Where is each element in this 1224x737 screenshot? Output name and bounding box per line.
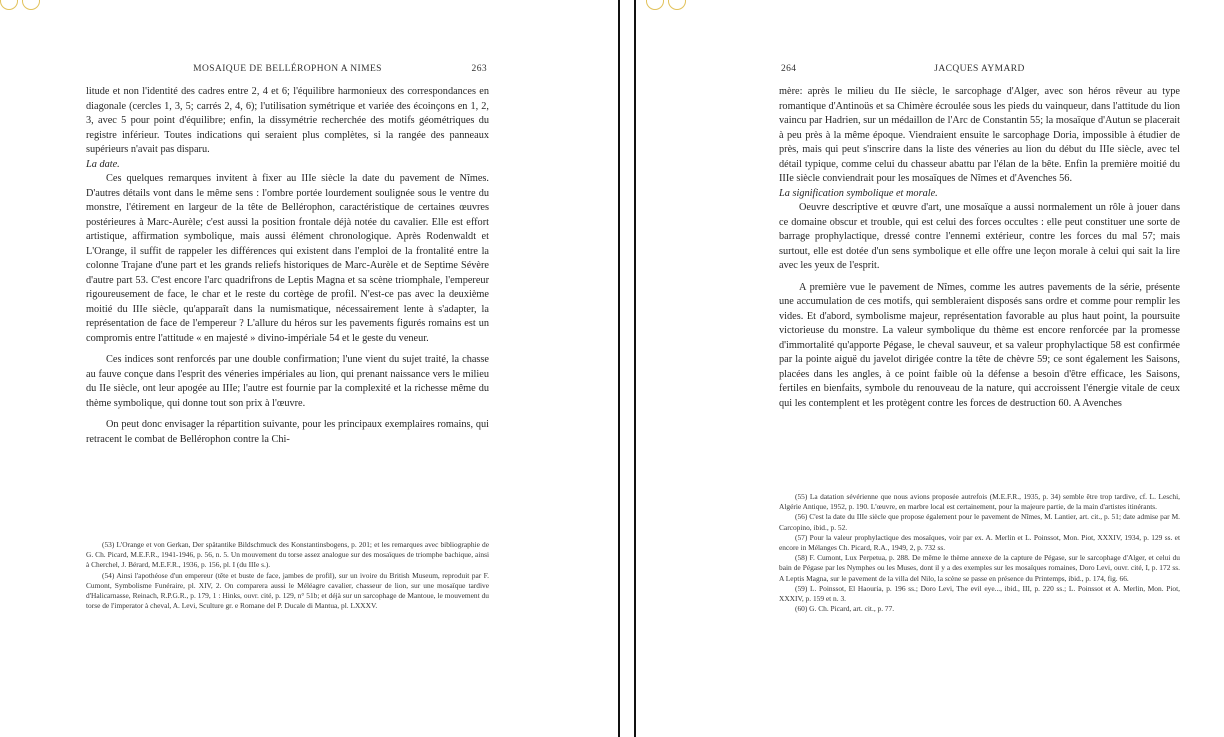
circle-icon[interactable] [0, 0, 18, 10]
footnote: (56) C'est la date du IIIe siècle que propose également pour le pavement de Nîmes, M. Lantier, art. cit., p. 51; date admise par M. Carcopino, ibid., p. 52. [779, 512, 1180, 532]
section-heading: La signification symbolique et morale. [779, 187, 938, 199]
page-number: 264 [781, 64, 797, 74]
circle-icon[interactable] [668, 0, 686, 10]
running-head [86, 64, 489, 76]
footnote: (59) L. Poinssot, El Haouria, p. 196 ss.; Doro Levi, The evil eye..., ibid., III, p. 220 ss.; L. Poinssot et A. Merlin, Mon. Piot, XXXIV, p. 159 et n. 3. [779, 583, 1180, 604]
footnote: (54) Ainsi l'apothéose d'un empereur (tête et buste de face, jambes de profil), sur un ivoire du British Museum, reproduit par F. Cumont, Symbolisme Funéraire, pl. XIV, 2. On comparera aussi le Méléagre cavalier, chasseur de lion, sur une mosaïque tardive d'Halicarnasse, Reinach, R.P.G.R., p. 179, 1 : Hinks, ouvr. cité, p. 129, n° 51b; et déjà sur un sarcophage de Mantoue, le mouvement du torse de l'imperator à cheval, A. Levi, Sculture gr. e Romane del P. Ducale di Mantua, pl. LXXXV. [86, 570, 489, 611]
footnotes [779, 492, 1180, 614]
paragraph: litude et non l'identité des cadres entre 2, 4 et 6; l'équilibre harmonieux des correspondances en diagonale (cercles 1, 3, 5; carrés 2, 4, 6); l'utilisation symétrique et variée des écoinçons en 1, 2, 3, avec 5 pour point d'équilibre; enfin, la dissymétrie recherchée des motifs géométriques du registre inférieur. Toutes indications qui seraient plus complètes, si la rangée des panneaux supérieurs n'avait pas disparu. [86, 86, 489, 155]
section-heading: La date. [86, 158, 120, 170]
circle-icon[interactable] [646, 0, 664, 10]
running-head [779, 64, 1180, 76]
page-number: 263 [471, 64, 487, 74]
footnote: (53) L'Orange et von Gerkan, Der spätantike Bildschmuck des Konstantinsbogens, p. 201; et les remarques avec bibliographie de G. Ch. Picard, M.E.F.R., 1941-1946, p. 56, n. 5. Un mouvement du torse assez analogue sur des mosaïques de triomphe bachique, ainsi à Cherchel, J. Bérard, M.E.F.R., 1936, p. 156, pl. I (du IIIe s.). [86, 540, 489, 570]
paragraph: mère: après le milieu du IIe siècle, le sarcophage d'Alger, avec son héros rêveur au type romantique d'Antinoüs et sa Chimère écroulée sous les pieds du vainqueur, dans l'attitude du lion vaincu par Hadrien, sur un médaillon de l'Arc de Constantin 55; la mosaïque d'Autun se placerait à peu près à la même époque. Viendraient ensuite le sarcophage Doria, impossible à étudier de près, mais qui peut s'inscrire dans la liste des véneries au lion du début du IIIe siècle, avec tel détail typique, comme celui du chasseur abattu par l'élan de la bête. Enfin la première moitié du IIIe siècle conviendrait pour les mosaïques de Nîmes et d'Avenches 56. [779, 86, 1180, 184]
paragraph: A première vue le pavement de Nîmes, comme les autres pavements de la série, présente une accumulation de ces motifs, qui sembleraient disposés sans ordre et comme pour remplir les vides. Et d'abord, symbolisme majeur, représentation favorable au plus haut point, la poursuite victorieuse du monstre. La valeur symbolique du thème est encore renforcée par la promesse d'immortalité qu'apporte Pégase, le cheval sauveur, et sa valeur prophylactique 58 est confirmée par la pointe aiguë du javelot dirigée contre la tête de chèvre 59; ce sont également les Saisons, placées dans les angles, à ce point faible où la défense a besoin d'être efficace, les Saisons, fertiles en bienfaits, symbole du renouveau de la nature, qui accroissent l'énergie vitale de ceux qui les contemplent et les protègent contre les forces de destruction 60. A Avenches [779, 281, 1180, 409]
page-thumbnail-icons[interactable] [646, 0, 686, 10]
page-divider [634, 0, 636, 737]
page-thumbnail-icons[interactable] [0, 0, 40, 10]
footnote: (58) F. Cumont, Lux Perpetua, p. 288. De même le thème annexe de la capture de Pégase, sur le sarcophage d'Alger, et celui du bain de Pégase par les Nymphes ou les Muses, dont il y a des exemples sur les mosaïques romaines, Doro Levi, ouvr. cité, I, p. 172 ss. A Leptis Magna, sur le pavement de la villa del Nilo, la scène se passe en présence du Printemps, ibid., p. 174, fig. 66. [779, 553, 1180, 583]
footnote: (57) Pour la valeur prophylactique des mosaïques, voir par ex. A. Merlin et L. Poinssot, Mon. Piot, XXXIV, 1934, p. 129 ss. et encore in Mélanges Ch. Picard, R.A., 1949, 2, p. 732 ss. [779, 532, 1180, 553]
footnote: (55) La datation sévérienne que nous avions proposée autrefois (M.E.F.R., 1935, p. 34) semble être trop tardive, cf. L. Leschi, Algérie Antique, 1952, p. 190. L'œuvre, en marbre local est certainement, pour la majeure partie, de la main d'artistes itinérants. [779, 492, 1180, 512]
paragraph: On peut donc envisager la répartition suivante, pour les principaux exemplaires romains, qui retracent le combat de Bellérophon contre la Chi- [86, 419, 489, 445]
paragraph: Ces indices sont renforcés par une double confirmation; l'une vient du sujet traité, la chasse au fauve conçue dans l'esprit des véneries impériales au lion, qui prenant naissance vers le milieu du IIe siècle, ont leur apogée au IIIe; l'autre est fournie par la complexité et la richesse même du thème symbolique, qui donne tout son prix à l'œuvre. [86, 354, 489, 409]
page-divider [618, 0, 620, 737]
paragraph: Ces quelques remarques invitent à fixer au IIIe siècle la date du pavement de Nîmes. D'autres détails vont dans le même sens : l'ombre portée lourdement soulignée sous le ventre du monstre, l'étirement en largeur de la tête de Bellérophon, caractéristique de certaines œuvres postérieures à Marc-Aurèle; c'est aussi la position frontale déjà notée du cavalier. Elle est effort artistique, affirmation symbolique, mais aussi élément chronologique. Après Rodenwaldt et L'Orange, il suffit de rappeler les différences qui existent dans l'emploi de la frontalité entre la colonne Trajane d'une part et les grands reliefs historiques de Marc-Aurèle et de Septime Sévère d'autre part 53. C'est encore l'arc quadrifrons de Leptis Magna et sa scène triomphale, l'empereur rigoureusement de face, le char et le reste du cortège de profil. N'est-ce pas avec la deuxième moitié du IIIe siècle, qu'apparaît dans la numismatique, nécessairement lente à s'adapter, la représentation de face de l'empereur ? L'allure du héros sur les pavements figurés romains est un compromis entre l'attitude « en majesté » divino-impériale 54 et le geste du veneur. [86, 173, 489, 344]
footnotes [86, 540, 489, 611]
running-title: JACQUES AYMARD [934, 64, 1025, 74]
running-title: MOSAIQUE DE BELLÉROPHON A NIMES [193, 64, 382, 74]
footnote: (60) G. Ch. Picard, art. cit., p. 77. [795, 604, 895, 614]
paragraph: Oeuvre descriptive et œuvre d'art, une mosaïque a aussi normalement un rôle à jouer dans ce domaine obscur et trouble, qui est celui des forces occultes : elle peut constituer une sorte de barrage prophylactique, dressé contre l'ennemi extérieur, contre les forces du mal 57; mais surtout, elle est dotée d'un sens symbolique et elle offre une leçon morale à celui qui sait la lire avec les yeux de l'esprit. [779, 202, 1180, 271]
circle-icon[interactable] [22, 0, 40, 10]
body-text [86, 85, 489, 447]
body-text [779, 85, 1180, 411]
